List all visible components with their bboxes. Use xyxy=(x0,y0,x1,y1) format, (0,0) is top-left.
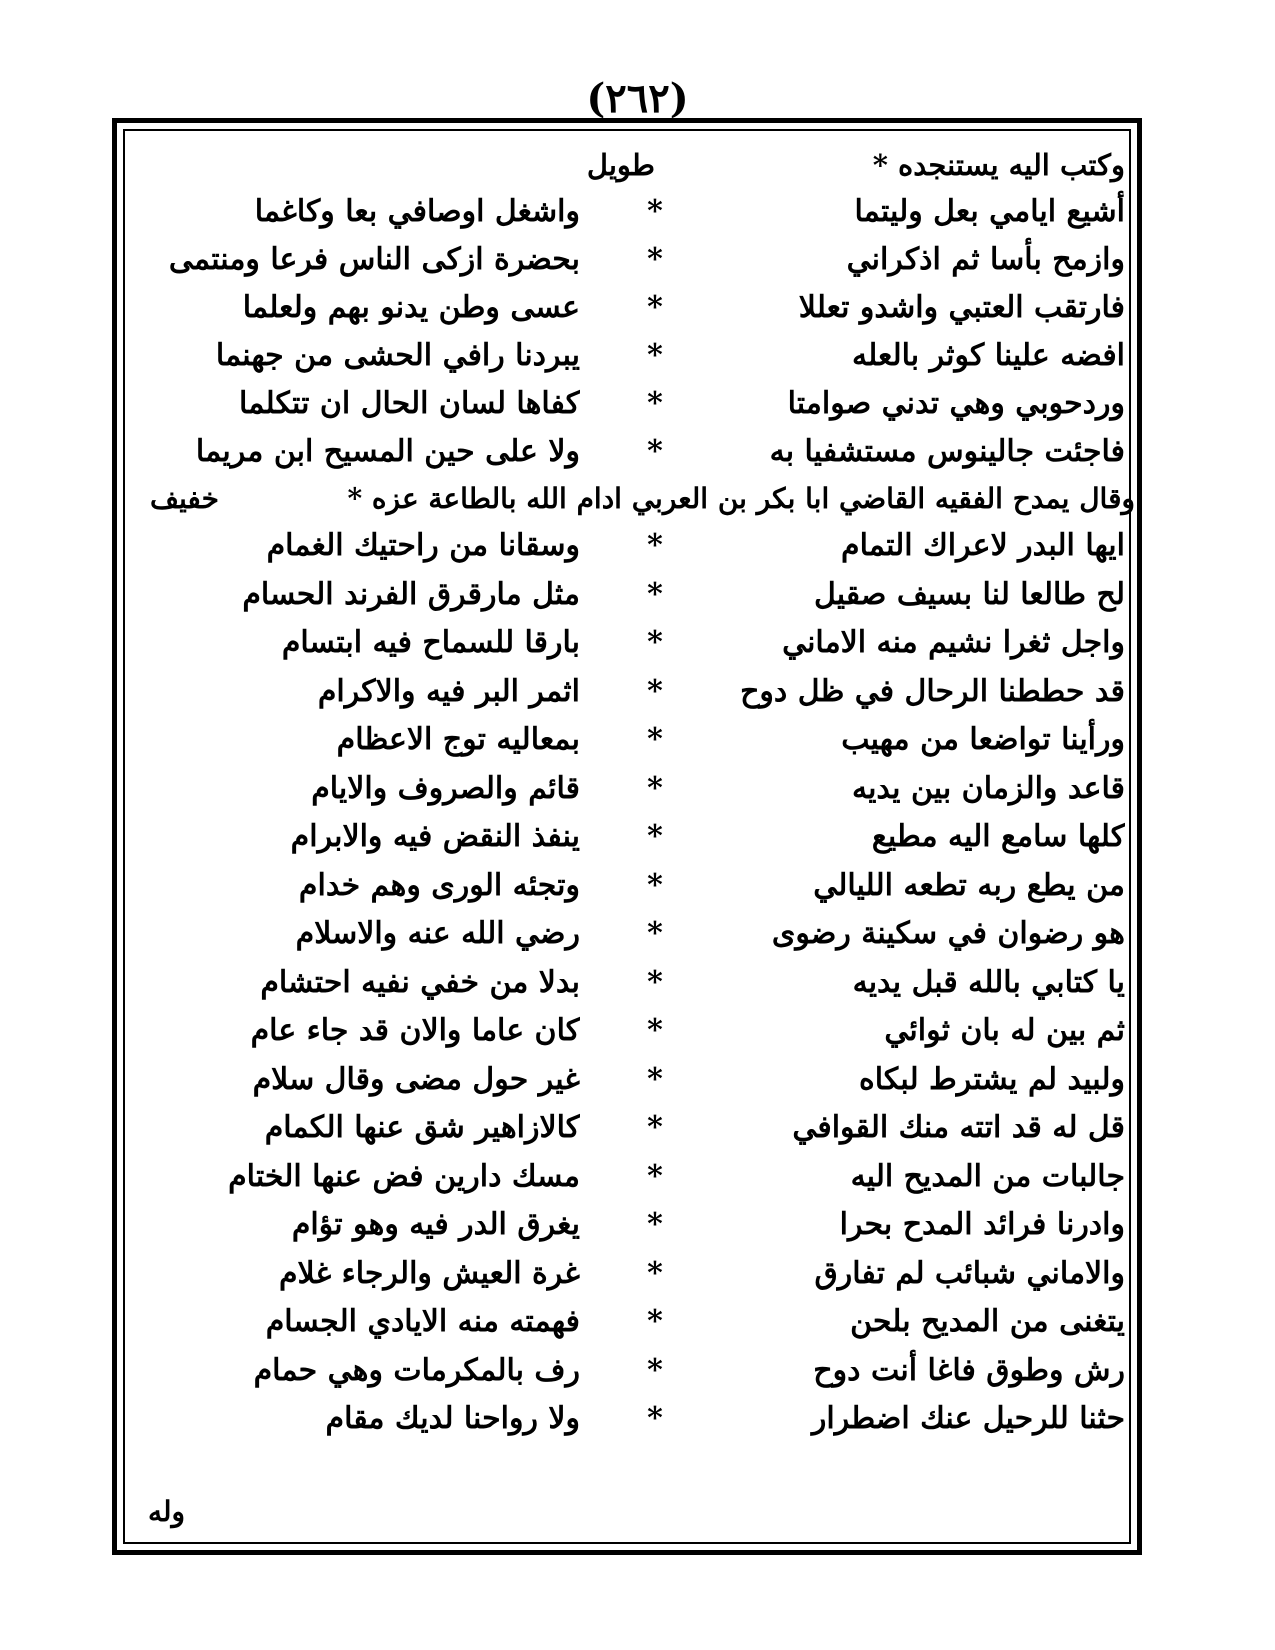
hemistich-second: يغرق الدر فيه وهو تؤام xyxy=(291,1207,580,1242)
hemistich-second: كالازاهير شق عنها الكمام xyxy=(264,1110,580,1145)
hemistich-first: كلها سامع اليه مطيع xyxy=(871,819,1125,854)
hemistich-first: هو رضوان في سكينة رضوى xyxy=(771,916,1125,951)
hemistich-second: اثمر البر فيه والاكرام xyxy=(317,673,580,709)
hemistich-second: غير حول مضى وقال سلام xyxy=(252,1061,580,1097)
verse xyxy=(150,765,1125,814)
verse-separator: * xyxy=(647,528,663,563)
hemistich-first: قل له قد اتته منك القوافي xyxy=(792,1110,1125,1145)
verse xyxy=(150,1056,1125,1105)
intro-heading xyxy=(150,148,1125,192)
hemistich-first: افضه علينا كوثر بالعله xyxy=(852,338,1125,373)
verse-separator: * xyxy=(647,1352,663,1388)
verse xyxy=(150,813,1125,862)
hemistich-first: أشيع ايامي بعل وليتما xyxy=(854,194,1125,229)
verse xyxy=(150,1007,1125,1056)
verse-separator: * xyxy=(647,338,663,373)
verse-separator: * xyxy=(647,1255,663,1291)
verse-separator: * xyxy=(647,867,663,903)
verse xyxy=(150,284,1125,332)
verse-separator: * xyxy=(647,1207,663,1242)
hemistich-first: يتغنى من المديح بلحن xyxy=(850,1304,1125,1339)
hemistich-second: بمعاليه توج الاعظام xyxy=(336,722,580,757)
hemistich-first: من يطع ربه تطعه الليالي xyxy=(813,867,1125,903)
hemistich-second: ولا على حين المسيح ابن مريما xyxy=(195,434,580,469)
hemistich-first: واجل ثغرا نشيم منه الاماني xyxy=(782,625,1125,660)
verse-separator: * xyxy=(647,673,663,709)
verse xyxy=(150,1104,1125,1153)
verse-separator: * xyxy=(647,1158,663,1194)
poem-2 xyxy=(150,522,1125,1444)
verse xyxy=(150,380,1125,428)
verse xyxy=(150,959,1125,1008)
verse-separator: * xyxy=(647,770,663,806)
hemistich-second: مثل مارقرق الفرند الحسام xyxy=(242,576,580,612)
hemistich-second: مسك دارين فض عنها الختام xyxy=(228,1158,580,1194)
verse-separator: * xyxy=(647,819,663,854)
hemistich-second: يبردنا رافي الحشى من جهنما xyxy=(215,338,580,373)
verse xyxy=(150,716,1125,765)
hemistich-first: يا كتابي بالله قبل يديه xyxy=(852,964,1125,1000)
verse-separator: * xyxy=(647,964,663,1000)
hemistich-second: كفاها لسان الحال ان تتكلما xyxy=(239,386,580,421)
hemistich-first: ولبيد لم يشترط لبكاه xyxy=(858,1061,1125,1097)
hemistich-second: وتجئه الورى وهم خدام xyxy=(298,867,580,903)
verse xyxy=(150,428,1125,476)
hemistich-first: جالبات من المديح اليه xyxy=(850,1158,1125,1194)
verse xyxy=(150,571,1125,620)
hemistich-first: فارتقب العتبي واشدو تعللا xyxy=(798,290,1125,325)
hemistich-second: ولا رواحنا لديك مقام xyxy=(325,1401,580,1436)
verse xyxy=(150,862,1125,911)
hemistich-first: رش وطوق فاغا أنت دوح xyxy=(813,1352,1125,1388)
hemistich-first: قد حططنا الرحال في ظل دوح xyxy=(740,673,1125,709)
verse-separator: * xyxy=(647,1304,663,1339)
hemistich-first: حثنا للرحيل عنك اضطرار xyxy=(811,1401,1125,1436)
verse-separator: * xyxy=(647,242,663,277)
verse-separator: * xyxy=(647,290,663,325)
verse-separator: * xyxy=(647,625,663,660)
verse xyxy=(150,1395,1125,1444)
verse xyxy=(150,1250,1125,1299)
hemistich-first: وادرنا فرائد المدح بحرا xyxy=(839,1207,1125,1242)
section-2-meter: خفيف xyxy=(150,482,219,515)
verse-separator: * xyxy=(647,916,663,951)
hemistich-first: وردحوبي وهي تدني صوامتا xyxy=(787,386,1125,421)
hemistich-first: والاماني شبائب لم تفارق xyxy=(814,1255,1125,1291)
hemistich-second: غرة العيش والرجاء غلام xyxy=(278,1255,580,1291)
verse xyxy=(150,236,1125,284)
verse xyxy=(150,668,1125,717)
verse-separator: * xyxy=(647,576,663,612)
section-2-text: وقال يمدح الفقيه القاضي ابا بكر بن العربي ادام الله بالطاعة عزه * xyxy=(347,482,1135,515)
poem-1 xyxy=(150,188,1125,476)
hemistich-second: ينفذ النقض فيه والابرام xyxy=(290,819,580,854)
verse xyxy=(150,1153,1125,1202)
verse xyxy=(150,1347,1125,1396)
hemistich-second: بارقا للسماح فيه ابتسام xyxy=(281,625,580,660)
hemistich-second: فهمته منه الايادي الجسام xyxy=(265,1304,580,1339)
verse xyxy=(150,1298,1125,1347)
hemistich-second: بحضرة ازكى الناس فرعا ومنتمى xyxy=(168,242,580,277)
verse-separator: * xyxy=(647,386,663,421)
verse-separator: * xyxy=(647,434,663,469)
hemistich-second: واشغل اوصافي بعا وكاغما xyxy=(254,194,580,229)
hemistich-first: لح طالعا لنا بسيف صقيل xyxy=(813,576,1125,612)
hemistich-first: ايها البدر لاعراك التمام xyxy=(841,528,1125,563)
hemistich-second: وسقانا من راحتيك الغمام xyxy=(266,528,580,563)
intro-meter: طويل xyxy=(586,148,655,182)
verse-separator: * xyxy=(647,722,663,757)
hemistich-second: رضي الله عنه والاسلام xyxy=(295,916,580,951)
verse xyxy=(150,522,1125,571)
hemistich-first: ورأينا تواضعا من مهيب xyxy=(841,722,1125,757)
hemistich-second: بدلا من خفي نفيه احتشام xyxy=(260,964,580,1000)
hemistich-second: عسى وطن يدنو بهم ولعلما xyxy=(242,290,580,325)
verse xyxy=(150,1201,1125,1250)
verse-separator: * xyxy=(647,1061,663,1097)
verse xyxy=(150,619,1125,668)
hemistich-first: فاجئت جالينوس مستشفيا به xyxy=(769,434,1125,469)
hemistich-first: ثم بين له بان ثوائي xyxy=(884,1013,1125,1048)
hemistich-first: قاعد والزمان بين يديه xyxy=(852,770,1125,806)
verse xyxy=(150,332,1125,380)
hemistich-second: قائم والصروف والايام xyxy=(311,770,580,806)
catchword: وله xyxy=(148,1495,186,1528)
section-2-heading xyxy=(150,482,1135,526)
verse-separator: * xyxy=(647,194,663,229)
hemistich-second: رف بالمكرمات وهي حمام xyxy=(253,1352,580,1388)
hemistich-second: كان عاما والان قد جاء عام xyxy=(250,1013,580,1048)
verse xyxy=(150,188,1125,236)
verse-separator: * xyxy=(647,1110,663,1145)
verse-separator: * xyxy=(647,1013,663,1048)
verse xyxy=(150,910,1125,959)
verse-separator: * xyxy=(647,1401,663,1436)
intro-text: وكتب اليه يستنجده * xyxy=(872,148,1125,182)
hemistich-first: وازمح بأسا ثم اذكراني xyxy=(846,242,1125,277)
page-number: (٢٦٢) xyxy=(586,75,689,122)
